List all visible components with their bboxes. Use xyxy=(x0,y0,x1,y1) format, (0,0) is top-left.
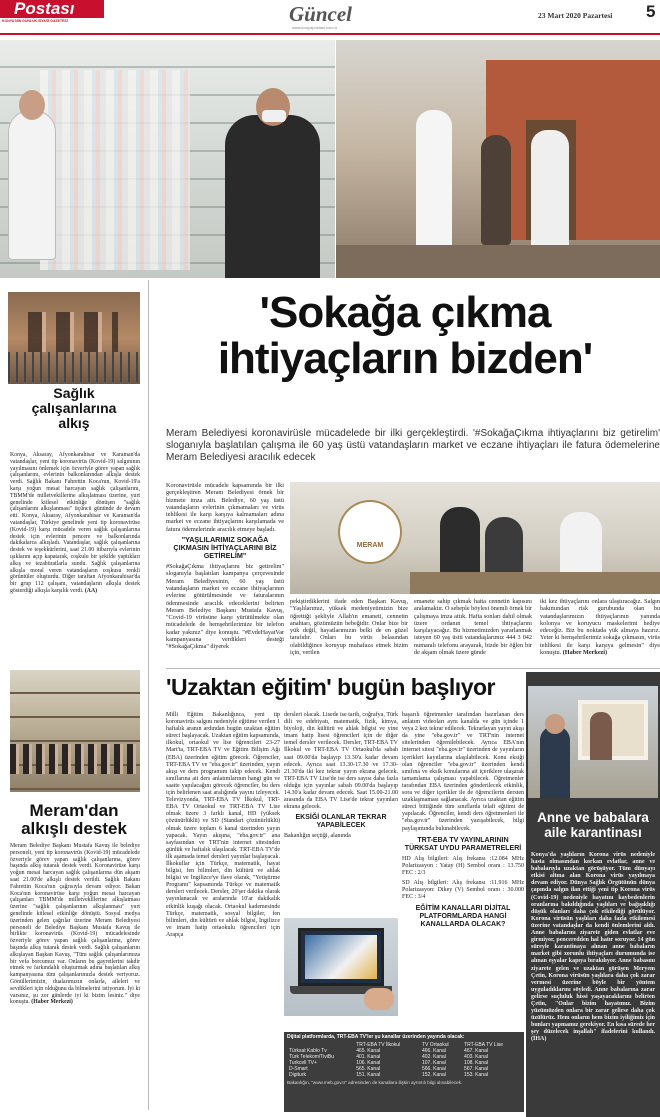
karantina-credit: (İHA) xyxy=(531,1036,547,1043)
laptop-photo xyxy=(284,918,398,1016)
sidebar xyxy=(0,278,148,1117)
table-footnote: Bakanlığın, "www.meb.gov.tr" adresinden de kanallara ilişkin ayrıntılı bilgi alınabilecek. xyxy=(287,1080,463,1085)
table-header-row: TRT-EBA TV İlkokul TV Ortaokul TRT-EBA TV Lise xyxy=(356,1042,504,1048)
section-title: Güncel xyxy=(289,2,352,26)
table-row: Türk Telekom/TiviBu 401. Kanal 402. Kanal 403. Kanal xyxy=(289,1054,488,1060)
karantina-text: Konya'da yaşlıların Korona virüs nedeniyle hasta olmasından korkan evlatlar, anne ve babalarıyla uzaktan görüşüyor. Tüm dünyayı etkisi altına alan Korona virüs yayılmaya devam ediyor. Dünya Sağlık Örgütünün dünya çapında salgın ilan ettiği yeni tip Korona virüs (Covid-19) nedeniyle hayatını kaybedenlerin oranlarına bakıldığında yaşlıları ve bağışıklığı düşük olanları daha çok etkilediği görülüyor. Korona virüsün yaşlıları daha fazla etkilemesi üzerine vatandaşlar da kendi önlemlerini aldı. Anne babalarını ziyarete giden evlatlar eve girmiyor, penceredden hal hatır soruyor. 14 gün süreyle karantinaya alınan anne babaların market gibi zorunlu ihtiyaçları durumunda ise alınan eşyalar kapıya bırakılıyor. Anne babasını ziyarete gelen ve uzaktan görüşen Meryem Çetin, Korona virüsün yaşlılara daha çok zarar vermesi üzerine böyle bir yöntem uyguladıklarını söyledi. Anne babalarına zarar gelirse suçluluk hissi yaşayacaklarını belirten Çetin, "Onlar bizim hayatımız. Bizim yüzümüzden onlara bir zarar gelirse daha çok üzülürüz. Hem onların hem bizim iyiliğimiz için bunları yapmamız gerekiyor. En kısa sürede her şey düzelecek inşallah" ifadelerini kullandı. xyxy=(531,852,655,1036)
staff-crowd xyxy=(10,744,140,774)
visitor-figure xyxy=(540,726,570,798)
logo-tagline: KONYA'NIN GÜNLÜK SİYASİ GAZETESİ xyxy=(2,19,68,23)
masthead-logo[interactable] xyxy=(0,0,104,18)
screen-content xyxy=(305,935,377,979)
story2-credit: (Haber Merkezi) xyxy=(31,999,73,1006)
house-window xyxy=(578,700,648,760)
table-row: Turkcell TV+ 106. Kanal 107. Kanal 108. Kanal xyxy=(289,1060,488,1066)
meram-staff-photo xyxy=(10,670,140,792)
meram-logo-panel xyxy=(340,502,400,562)
tv-channels-table xyxy=(284,1032,524,1112)
egitim-col-2: dersleri olacak. Lisede ise tarih, coğrafya, Türk dili ve edebiyatı, matematik, fizik, kimya, biyoloji, din kültürü ve ahlak bilgisi ve yine imam hatip lisesi öğrencileri için de diğer temel dersler verilecek. Dersler, TRT-EBA TV İlkokul ve TRT-EBA TV Ortaokul'da sabah saat 09.00'da başlayıp 13.30'a kadar devam edecek. Ayrıca saat 13.30-17.30 ve 17.30-21.30'da iki kez tekrar yayın ekrana gelecek. TRT-EBA TV Lise'de ise ders sayısı daha fazla olduğu için yayınlar sabah 09.00'da başlayıp 14.30'a kadar devam edecek. Saat 15.00-21.00 arasında da EBA TV Lise'de tekrar yayınları ekrana gelecek. EKSİĞİ OLANLAR TEKRAR YAPABİLECEK Bakanlığın seçtiği, alanında xyxy=(284,712,398,840)
visitor-head xyxy=(545,714,565,734)
main-headline xyxy=(150,290,660,382)
customer-mask xyxy=(262,110,286,122)
story2-headline: Meram'dan alkışlı destek xyxy=(21,801,127,838)
story2-text: Meram Belediye Başkanı Mustafa Kavuş ile belediye personeli, yeni tip koronavirüs (Kovid-19) mücadelede özveriyle görev yapan sağlık çalışanlarına, görev başında alkış tutarak destek verdi. Koronavirüse karşı yoğun mesai harcayan sağlık çalışanlarına dün akşam saat 21.00'de alkışlı destek verildi. Sağlık Bakanı Fahrettin Koca'nın çağrısıyla devam ediyor. Bakan Koca'nın koronavirüse karşı yoğun mesai harcayan çalışanları TBMM'de milletvekillerine alkışlatması üzerine "sağlık çalışanlarının alkışlanması" yurt genelinde kitlesel etkinliğe dönüştü. Sosyal medya üzerinden gelen çağrılar üzerine Meram Belediyesi personeli de Belediye Başkanı Mustafa Kavuş ile birlikte koronavirüs (Kovid-19) mücadelesinde özveriyle görev yapan sağlık çalışanlarına, görev başında alkış tutarak destek verdi. Sağlık çalışanlarını alkışlayan Başkan Kavuş, "Tüm sağlık çalışanlarımıza bir vefa borcumuz var. Onların bu gayretlerini takdir etmek ve farkındalık oluşturmak adına başlatılan alkış kampanyasına tüm çalışanlarımızla destek veriyoruz. Gönüllerimizin, dualarımızın onlarla, aileleri ve sevdikleri için olduğunu da bilmelerini istiyorum. İyi ki varsınız, şu zor günlerde iyi ki bizim lesiniz." diye konuştu. xyxy=(10,843,140,1006)
egitim-col-3: başarılı öğretmenler tarafından hazırlanan ders anlatım videoları aynı kanalda ve gün içinde 1 veya 2 kez tekrar edilecek. Tekrarlayan yayın akışı da yine "eba.gov.tr" ve TRT'nin internet sitelerinden öğrenilebilecek. Ayrıca EBA'nın internet sitesi "eba.gov.tr" üzerinden de yayınların içerikleri kayıtlarına ulaşılabilecek. Konu eksiği olan öğrenciler "eba.gov.tr" üzerinden kendi sınıfına ve eksik konularına ait içeriklere ulaşarak tamamlama çalışması yapabilecek. Öğretmenler tarafından EBA üzerinden gönderilecek etkinlik, sora ve diğer içerikler ile de öğrencilerin dersten uzaklaşmaması sağlanacak. Ayrıca uzaktan eğitim süreci bittiğinde tüm sınıflarda telafi eğitimi de yapılacak. Öğrenciler, kendi ders öğretmenleri ile "eba.gov.tr" üzerinden yazışabilecek, bilgi paylaşımında bulunabilecek. TRT-EBA TV YAYINLARININ TÜRKSAT UYDU PARAMETRELERİ HD Alış bilgileri: Alış frekansı :12.084 MHz Polarizasyon : Yatay (H) Sembol oranı : 13.750 FEC : 2/3 SD Alış bilgileri: Alış frekansı :11.916 MHz Polarizasyon: Dikey (V) Sembol oranı : 30.000 FEC : 3/4 EĞİTİM KANALLARI DİJİTAL PLATFORMLARDA HANGİ KANALLARDA OLACAK? xyxy=(402,712,524,929)
pharmacy-photo xyxy=(0,40,335,278)
sidebar-divider xyxy=(148,280,149,1110)
story1-headline: Sağlık çalışanlarına alkış xyxy=(31,385,117,431)
customer-figure xyxy=(225,115,320,278)
masthead-rule xyxy=(0,33,660,35)
section-divider xyxy=(166,668,660,669)
balcony-railing xyxy=(8,352,140,382)
story1-body xyxy=(10,452,140,595)
main-col-3: emanete sahip çıkmak hatta cennetin kapısını aralamaktır. O sebeple böylesi önemli örnek bir çalışmaya imza attık. Hafta sonları dahil olmak üzere ordanın temel ihtiyaçlarını karşılayacağız. Bu hizmetimizden yararlanmak isteyen 60 yaş üstü vatandaşlarımız 444 3 042 numaralı telefonu arayarak, bizde bir öğlen bir de akşam olmak üzere günde xyxy=(414,598,532,657)
story2-body xyxy=(10,843,140,1006)
main-col-4-credit: (Haber Merkezi) xyxy=(562,649,608,657)
balcony-people xyxy=(28,312,118,352)
story1-credit: (AA) xyxy=(84,587,98,594)
table-title: Dijital platformlarda, TRT-EBA TV'ler şu kanallar üzerinden yayında olacak: xyxy=(287,1034,465,1040)
main-col-4 xyxy=(540,598,660,656)
tv-box-title: TRT-EBA TV YAYINLARININ TÜRKSAT UYDU PARAMETRELERİ xyxy=(404,836,522,852)
main-headline-line2: ihtiyaçların bizden' xyxy=(217,334,593,383)
table-row: D-Smart 565. Kanal 566. Kanal 567. Kanal xyxy=(289,1066,488,1072)
page-number: 5 xyxy=(646,2,656,21)
egitim-headline: 'Uzaktan eğitim' bugün başlıyor xyxy=(166,674,495,700)
egitim-col-1: Milli Eğitim Bakanlığınca, yeni tip koronavirüs salgını nedeniyle eğitime verilen 1 haftalık aranın ardından bugün uzaktan eğitim süreci başlayacak. Uzaktan eğitim kapsamında, ilkokul, ortaokul ve lise öğrencileri 23-27 Mart'ta, TRT-EBA TV ve Eğitim Bilişim Ağı (EBA) üzerinden eğitim görecek. Öğrenciler, TRT-EBA TV ve "eba.gov.tr" üzerinden, yayın akışı ve ders programını takip edecek. Kendi sınıflarına ait ders anlatımlarının hangi gün ve saatte yapılacağını görecek öğrenciler, bu ders için belirlenen saat aralığında yayını izleyecek. Televizyonda, TRT-EBA TV İlkokul, TRT-EBA TV Ortaokul ve TRT-EBA TV Lise olmak üzere 3 farklı kanal, HD (yüksek çözünürlüklü) ve SD (Standart çözünürlüklü) olmak üzere toplam 6 kanal üzerinden yayın yapacak. Yayın akışına, "eba.gov.tr" ana sayfasından ve TRT'nin internet sitesinden günlük ve haftalık ulaşılacak. TRT-EBA TV'de ilk aşamada temel dersleri yayınlar başlayacak. İlkokullar için Türkçe, matematik, hayat bilgisi, fen bilimleri, din kültürü ve ahlak bilgisi ve İngilizce'ye ilave olarak, "Yetiştirme Programı" kapsamında Türkçe ve matematik dersleri verilecek. Dersler, 20'şer dakika olarak yayınlanacak ve aralarında 10'ar dakikalık etkinlik kuşağı olacak. Ortaokul kademesinde Türkçe, matematik, sosyal bilgiler, fen bilimleri, din kültürü ve ahlak bilgisi, İngilizce ve imam hatip ortaokulu öğrencileri için Arapça xyxy=(166,712,280,938)
main-headline-line1: 'Sokağa çıkma xyxy=(259,288,551,337)
table-row: Türksat Kablo Tv 465. Kanal 466. Kanal 467. Kanal xyxy=(289,1048,488,1054)
story1-text: Konya, Aksaray, Afyonkarahisar ve Karaman'da vatandaşlar, yeni tip koronavirüs (Kovid-19) salgınının yayılmasını önlemek için özveriyle görev yapan sağlık çalışanlarını, evlerinin balkonlarından alkışla destek verdi. Sağlık Bakanı Fahrettin Koca'nın, Kovid-19'a karşı yoğun mesai harcayan sağlık çalışanlarını, TBMM'de milletvekillerine alkışlatması üzerine, yurt genelinde kitlesel etkinliğe dönüşen "sağlık çalışanlarını alkışlanması" üçüncü gününde de devam etti. Konya, Aksaray, Afyonkarahisar ve Karaman'da vatandaşlar, Türkiye genelinde yeni tip koronavirüse (Kovid-19) karşı mücadele veren sağlık çalışanlarına destek için evlerinin pencere ve balkonlarında dakikalarca alkışladı. Vatandaşlar, sağlık çalışanlarına destek ve teşekkürlerini, saat 21.00 itibarıyla evlerinin ışıklarını açıp kapatarak, coşkulu bir şekilde yaptıkları alkış ve tezahüratlarla sundu. Sağlık çalışanlarına alkışla moral veren vatandaşların coşkusu renkli görüntüler oluşturdu. Diğer taraftan Afyonkarahisar'da bir grup 112 çalışanı, vatandaşların alkışla destek gösterdiği alkışla karşılık verdi. xyxy=(10,452,140,594)
karantina-body xyxy=(531,852,655,1044)
ground xyxy=(336,245,660,278)
masthead-url[interactable]: www.konyapostasi.com.tr xyxy=(292,25,338,30)
main-col-4-text: iki kez ihtiyaçlarını onlara ulaştıracağız. Salgın bakımından risk gurubunda olan bu vatandaşlarımızın ihtiyaçlarının yanında kolonya ve koruyucu maskelerimi hediye edeceğiz. Biz bu noktada yük almaya hazırız. Yeter ki hemşehrilerimiz sokağa çıkmasın, virüs tehlikesi ile karşı karşıya gelmesin" diye konuştu. xyxy=(540,598,660,657)
laptop-screen xyxy=(298,928,384,986)
main-lead: Meram Belediyesi koronavirüsle mücadelede bir ilki gerçekleştirdi. '#SokağaÇıkma ihtiyaçlarını biz getirelim' sloganıyla başlatılan çalışma ile 60 yaş üstü vatandaşların market ve eczane ihtiyaçları ile fatura ödemelerine Meram Belediyesi aracılık edecek xyxy=(166,428,660,463)
shelf-products xyxy=(40,70,190,270)
delivery-photo xyxy=(336,40,660,278)
meram-hall-photo xyxy=(290,482,660,594)
elder-in-window xyxy=(590,712,612,760)
worker-figure-1 xyxy=(416,110,452,260)
issue-date: 23 Mart 2020 Pazartesi xyxy=(538,11,613,20)
karantina-headline: Anne ve babalara aile karantinası xyxy=(537,810,649,840)
digital-title: EĞİTİM KANALLARI DİJİTAL PLATFORMLARDA HANGİ KANALLARDA OLACAK? xyxy=(415,905,511,929)
pharmacist-head xyxy=(19,90,45,120)
main-col-1: Koronavirüsle mücadele kapsamında bir ilki gerçekleştiren Meram Belediyesi örnek bir hizmete imza attı. Belediye, 60 yaş üstü vatandaşların evlerinin çıkmamaları ve virüs tehlikesi ile karşı karşıya kalmamaları adına market ve eczane ihtiyaçlarını karşılamada ve fatura ödemelerinde aracılık etmeye başladı. "YAŞLILARIMIZ SOKAĞA ÇIKMASIN İHTİYAÇLARINI BİZ GETİRELİM" #SokağaÇıkma ihtiyaçlarını biz getirelim" sloganıyla başlatılan kampanya çerçevesinde Meram Belediyesinin, 60 yaş üstü vatandaşların market ve eczane ihtiyaçlarının evlerine götürülmesinde ve faturalarının ödenmesinde aracılık edeceklerini belirten Meram Belediye Başkanı Mustafa Kavuş, "Covid-19 virüsüne karşı yürütülmekte olan mücadelede de hemşehrilerimize bir telefon kadar yakınız" diye konuştu. "#EvdeHayatVar kampanyasına verdikleri desteği "#SokağaÇıkma" diyerek xyxy=(166,482,284,651)
worker-figure-2 xyxy=(531,130,569,250)
table-row: Digiturk 151. Kanal 152. Kanal 153. Kanal xyxy=(289,1072,488,1078)
main-col-2: pekiştirdiklerini ifade eden Başkan Kavuş, "Yaşlılarımız, yüksek medeniyetimizin bize öğrettiği şekliyle Allah'ın emaneti, cennetin anahtarı, gözümüzün bebeğidir. Onlar bize bir yük değil, hayatlarımızın belki de en güzel tarafıdır. Onları bu virüs belasından olabildiğince koruyup muhafaza etmek bizim için, verilen xyxy=(290,598,408,657)
balcony-photo xyxy=(8,292,140,384)
window-photo xyxy=(528,686,658,798)
meram-logo-text: MERAM xyxy=(356,542,384,549)
desk xyxy=(410,572,660,594)
karantina-box xyxy=(526,672,660,1117)
elder-figure xyxy=(481,135,511,245)
tv-table xyxy=(287,1042,521,1078)
student-hand xyxy=(364,988,394,1010)
masthead xyxy=(0,0,660,40)
logo-text: Postası xyxy=(14,0,75,18)
pharmacist-figure xyxy=(8,110,56,260)
